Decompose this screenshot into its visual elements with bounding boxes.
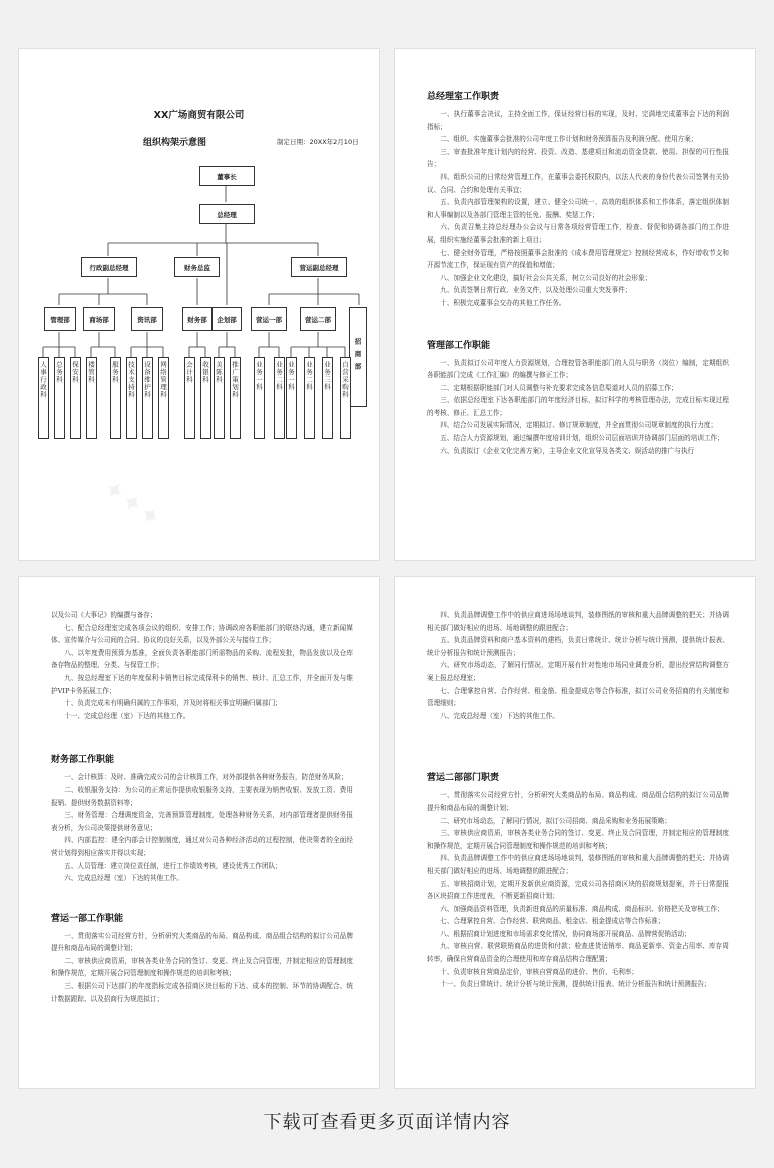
org-box-admin-vp: 行政副总经理 bbox=[81, 257, 137, 277]
paragraph: 一、执行董事会决议，主持全面工作，保证经营目标的实现，及时、完满地完成董事会下达的利润指标； bbox=[427, 110, 729, 131]
paragraph: 二、组织、实施董事会批准的公司年度工作计划和财务预算报告及利润分配、使用方案； bbox=[440, 135, 698, 144]
org-box-planning-dept: 企划部 bbox=[212, 307, 242, 331]
paragraph: 九、按总经理室下达的年度保利卡销售目标完成保利卡的销售、核计、汇总工作，并全面开发与维护VIP卡务拓展工作； bbox=[51, 673, 353, 695]
paragraph: 三、审核供应商资质，审核各类业务合同的签订、变更、终止及合同管理，并制定相应的管理制度和操作规范，定期开展合同管理制度和操作规范的培训和考核； bbox=[427, 829, 729, 850]
paragraph: 六、负责召集主持总经理办公会议与日常各项经营管理工作，检查、督促和协调各部门的工作进展，组织实施经董事会批准的新上项目； bbox=[427, 223, 729, 244]
paragraph: 四、内部监控：建全内部会计控制制度，通过对公司各种经济活动的过程控制，使决策者的全面经营计划得到相应落实并得以实现； bbox=[51, 836, 353, 857]
org-unit: 技术支持科 bbox=[126, 357, 137, 439]
paragraph: 一、负责拟订公司年度人力资源规划，合理控管各职能部门的人员与职务（岗位）编制，定期组织各职能部门完成《工作汇编》的编撰与修正工作； bbox=[427, 358, 729, 380]
paragraph: 四、负责品牌调整工作中的供应商进场场地谈判，装修图纸的审核和重大品牌调整的把关；并协调相关部门做好相应的进场、场地调整的跟进配合； bbox=[427, 854, 729, 875]
document-page-1 bbox=[18, 48, 380, 561]
paragraph: 十一、完成总经理（室）下达的其他工作。 bbox=[64, 711, 190, 720]
company-title: XX广场商贸有限公司 bbox=[153, 110, 245, 121]
org-box-mgmt-dept: 管理部 bbox=[44, 307, 76, 331]
paragraph: 五、人员管理：建立岗位责任制，进行工作绩效考核，建设优秀工作团队； bbox=[64, 861, 282, 870]
org-box-leasing-dept: 招商部 bbox=[349, 307, 367, 407]
paragraph: 六、完成总经理（室）下达的其他工作。 bbox=[64, 874, 183, 883]
paragraph: 以及公司《大事记》的编撰与备存； bbox=[51, 611, 157, 619]
paragraph: 四、组织公司的日常经营管理工作，在董事会委托权限内，以法人代表的身份代表公司签署有关协议、合同、合约和处理有关事宜； bbox=[427, 172, 729, 194]
paragraph: 二、审核供应商资质，审核各类业务合同的签订、变更、终止及合同管理，并制定相应的管理制度和操作规范，定期开展合同管理制度和操作规范的培训和考核； bbox=[51, 956, 353, 978]
paragraph: 二、收银服务支持：为公司的正常运作提供收银服务支持，主要表现为销售收银、发放工资、费用报销、提供财务数据资料等； bbox=[51, 785, 353, 807]
paragraph: 九、负责签署日常行政、业务文件，以及处理公司重大突发事件； bbox=[440, 286, 632, 295]
paragraph: 二、定期根据职能部门对人员调整与补充要求完成各信息渠道对人员的招募工作； bbox=[440, 383, 678, 392]
org-box-ops-vp: 营运副总经理 bbox=[291, 257, 347, 277]
org-unit: 推广策划科 bbox=[230, 357, 241, 439]
download-more-link[interactable]: 下载可查看更多页面详情内容 bbox=[263, 1112, 511, 1133]
org-box-board: 董事长 bbox=[199, 166, 255, 186]
paragraph: 二、研究市场动态，了解同行情况，拟订公司招商、商品采购和业务拓展策略； bbox=[440, 816, 671, 825]
org-box-mall-dept: 商场部 bbox=[83, 307, 115, 331]
paragraph: 五、负责内部管理架构的设置，建立、健全公司统一、高效的组织体系和工作体系，落定组织体制和人事编制以及各部门管理主管的任免、报酬、奖惩工作； bbox=[427, 198, 729, 219]
paragraph: 九、审核自营、联营联销商品的进货和付款；检查进货适销率、商品更新率、资金占用率、库存周转率，确保自营商品资金的合理使用和库存商品结构合理配置； bbox=[427, 942, 729, 964]
paragraph: 五、结合人力资源规划，通过编撰年度培训计划，组织公司层面培训并协调部门层面的培训工作； bbox=[440, 434, 724, 443]
org-box-ops1-dept: 营运一部 bbox=[251, 307, 287, 331]
paragraph: 八、完成总经理（室）下达的其他工作。 bbox=[440, 711, 559, 720]
section-title: 管理部工作职能 bbox=[427, 340, 491, 351]
paragraph: 三、审查批准年度计划内的经营、投资、改造、基建项目和流动资金贷款、使用、担保的可行性报告； bbox=[427, 147, 729, 169]
section-title: 营运一部工作职能 bbox=[51, 913, 124, 924]
chart-title: 组织构架示意图 bbox=[143, 138, 207, 148]
section-title: 财务部工作职能 bbox=[51, 755, 115, 766]
paragraph: 八、根据招商计划进度和市场需求变化情况，协同商场部开展商品、品牌营促销活动； bbox=[440, 929, 691, 938]
paragraph: 六、加强商品资料管理，负责新进商品的质量标准、商品构成、商品标识、价格把关及审核工作； bbox=[440, 904, 724, 913]
paragraph: 八、加强企业文化建设，搞好社会公共关系，树立公司良好的社会形象； bbox=[440, 273, 652, 282]
paragraph: 十、积极完成董事会交办的其他工作任务。 bbox=[440, 298, 566, 307]
paragraph: 七、配合总经理室完成各项会议的组织、安排工作；协调政府各职能部门的联络沟通，建立新闻媒体、宣传媒介与公司间的合同、协议的良好关系，以及外部公关与接待工作； bbox=[51, 623, 353, 645]
document-page-2 bbox=[394, 48, 756, 561]
paragraph: 四、结合公司发展实际情况，定期拟订、修订规章制度，并全面贯彻公司规章制度的执行力度； bbox=[440, 421, 718, 430]
chart-date: 制定日期：20XX年2月10日 bbox=[277, 138, 359, 146]
paragraph: 十、负责审核自营商品定价，审核自营商品的进价、售价、毛利率； bbox=[440, 967, 638, 976]
paragraph: 三、依据总经理室下达各职能部门的年度经济目标，拟订科学的考核管理办法，完成目标实现过程的考核、修正、汇总工作； bbox=[427, 396, 729, 417]
paragraph: 十一、负责日常统计、统计分析与统计预测，提供统计报表、统计分析报告和统计预测报告； bbox=[440, 980, 711, 989]
paragraph: 六、研究市场动态，了解同行情况，定期开展有针对性地市场同业调查分析，提出经营结构调整方案上报总经理室； bbox=[427, 661, 729, 682]
org-box-info-dept: 资讯部 bbox=[131, 307, 163, 331]
paragraph: 七、合理掌控自营、合作经营、租金筋、租金提成店等合作标准，拟订公司业务招商的有关制度和管理细则； bbox=[427, 686, 729, 708]
paragraph: 五、审核招商计划，定期开发新供应商资源，完成公司各招商区块的招商规划提案，并于日常提报各区块招商工作进度表，不断更新招商计划； bbox=[427, 879, 729, 901]
org-unit: 会计科 bbox=[184, 357, 195, 439]
paragraph: 六、负责拟订《企业文化完善方案》，主导企业文化宣导及各类文、娱活动的推广与执行 bbox=[440, 446, 695, 455]
org-unit: 网络管理科 bbox=[158, 357, 169, 439]
paragraph: 七、健全财务管理，严格按照董事会批准的《成本费用管理规定》控制经营成本，作好增收节支和开源节流工作，保证现有资产的保值和增值； bbox=[427, 248, 729, 270]
section-title: 总经理室工作职责 bbox=[427, 92, 500, 102]
org-box-ops2-dept: 营运二部 bbox=[300, 307, 336, 331]
paragraph: 一、会计核算：及时、准确完成公司的会计核算工作，对外部提供各种财务报告，防范财务风险； bbox=[64, 773, 348, 782]
org-connector-lines bbox=[19, 49, 380, 561]
org-unit: 保安科 bbox=[70, 357, 81, 439]
paragraph: 一、贯彻落实公司经营方针，分析研究大类商品的布局、商品构成、商品组合结构的拟订公司品牌提升和商品布局的调整计划； bbox=[427, 791, 729, 812]
watermark-mark: ✦✦✦ bbox=[96, 472, 168, 536]
org-unit: 服务科 bbox=[110, 357, 121, 439]
document-page-3 bbox=[18, 576, 380, 1089]
org-unit: 业务一科 bbox=[254, 357, 265, 439]
org-box-gm: 总经理 bbox=[199, 204, 255, 224]
org-unit: 楼管科 bbox=[86, 357, 97, 439]
paragraph: 四、负责品牌调整工作中的供应商进场场地谈判，装修图纸的审核和重大品牌调整的把关；并协调相关部门做好相应的进场、场地调整的跟进配合； bbox=[427, 611, 729, 632]
org-unit: 业务一科 bbox=[286, 357, 297, 439]
org-unit: 自营采购科 bbox=[340, 357, 351, 439]
section-title: 营运二部部门职责 bbox=[427, 773, 500, 784]
org-unit: 业务二科 bbox=[274, 357, 285, 439]
org-box-cfo: 财务总监 bbox=[174, 257, 220, 277]
paragraph: 一、贯彻落实公司经营方针，分析研究大类商品的布局、商品构成、商品组合结构的拟订公司品牌提升和商品布局的调整计划； bbox=[51, 931, 353, 953]
document-page-4 bbox=[394, 576, 756, 1089]
paragraph: 八、以年度费用预算为基准，全面负责各职能部门所需物品的采购、流程发批，物品发放以及仓库备存物品的整理、分类、与保管工作； bbox=[51, 648, 353, 670]
paragraph: 五、负责品牌资料和商户基本资料的建档，负责日常统计、统计分析与统计预测，提供统计报表、统计分析报告和统计预测报告； bbox=[427, 636, 729, 657]
org-unit: 总务科 bbox=[54, 357, 65, 439]
org-unit: 业务二科 bbox=[304, 357, 315, 439]
org-unit: 设备维护科 bbox=[142, 357, 153, 439]
org-unit: 业务三科 bbox=[322, 357, 333, 439]
org-box-finance-dept: 财务部 bbox=[182, 307, 212, 331]
org-unit: 美陈科 bbox=[214, 357, 225, 439]
org-unit: 人事行政科 bbox=[38, 357, 49, 439]
paragraph: 十、负责完成未有明确归属的工作事项，并及时将相关事宜明确归属部门； bbox=[64, 699, 282, 708]
paragraph: 七、合理掌控自营、合作经营、联营商品、租金店、租金提成店等合作标准； bbox=[440, 917, 665, 926]
paragraph: 三、财务管理：合理调度资金，完善预算管理制度，处理各种财务关系，对内部管理者提供财务报表分析，为公司决策提供财务意见； bbox=[51, 811, 353, 832]
paragraph: 三、根据公司下达部门的年度指标完成各招商区块目标的下达、成本的控制、环节的协调配合、统计数据跟踪、以及招商行为规范拟订； bbox=[51, 982, 353, 1003]
org-unit: 收银科 bbox=[200, 357, 211, 439]
